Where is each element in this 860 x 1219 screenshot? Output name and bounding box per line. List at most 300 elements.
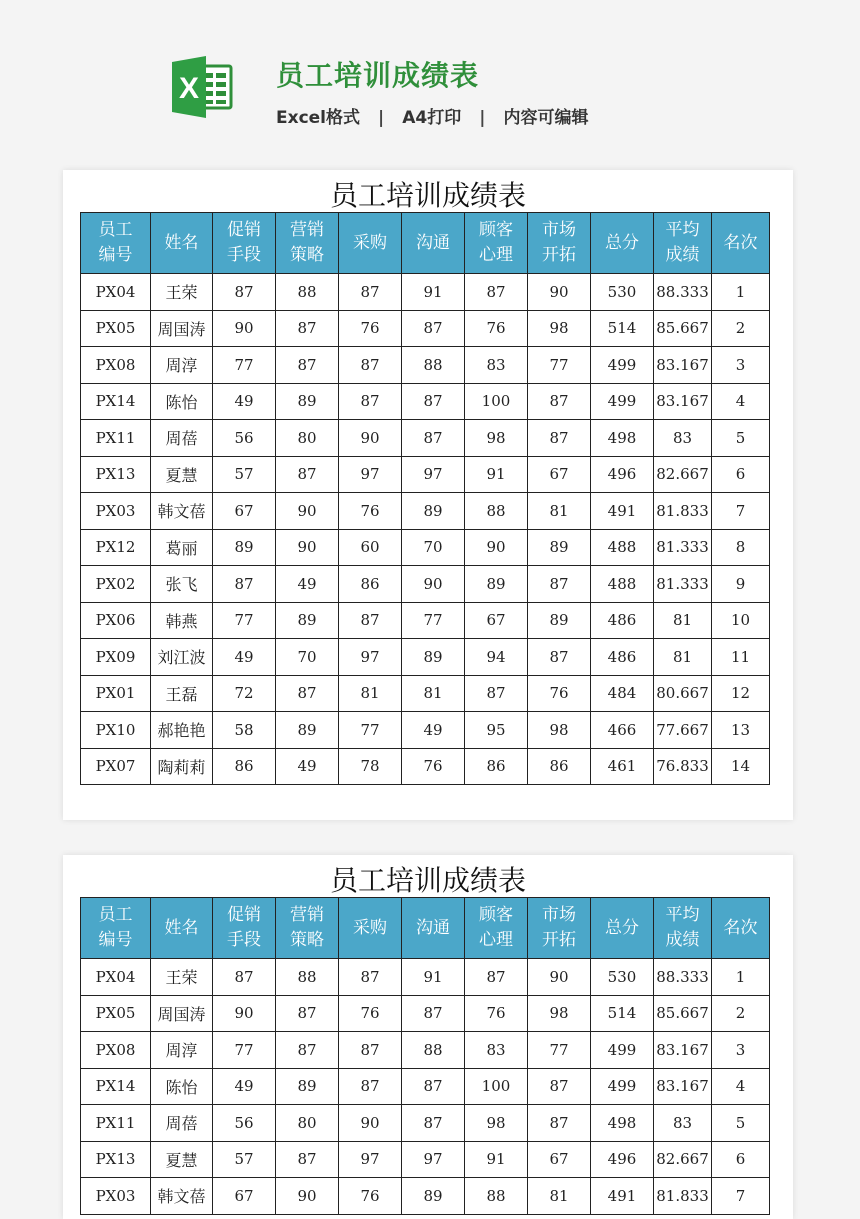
- cell-purchasing: 87: [339, 383, 402, 420]
- cell-name: 韩燕: [151, 602, 213, 639]
- table-row: [81, 1068, 770, 1105]
- cell-purchasing: 86: [339, 566, 402, 603]
- cell-customer-psychology: 83: [465, 347, 528, 384]
- cell-name: 周淳: [151, 1032, 213, 1069]
- column-header-average: [654, 898, 712, 959]
- cell-marketing: 90: [276, 1178, 339, 1215]
- cell-rank: 1: [712, 959, 770, 996]
- column-header-line: 策略: [290, 930, 324, 950]
- cell-marketing: 87: [276, 456, 339, 493]
- cell-name: 周国涛: [151, 310, 213, 347]
- edit-label: 内容可编辑: [503, 108, 589, 128]
- cell-promotion: 49: [213, 1068, 276, 1105]
- cell-rank: 7: [712, 1178, 770, 1215]
- table-row: [81, 566, 770, 603]
- cell-name: 王磊: [151, 675, 213, 712]
- cell-employee-id: PX08: [81, 1032, 151, 1069]
- column-header-line: 采购: [353, 917, 387, 938]
- cell-employee-id: PX07: [81, 748, 151, 785]
- table-row: [81, 383, 770, 420]
- cell-market-development: 77: [528, 347, 591, 384]
- cell-market-development: 87: [528, 639, 591, 676]
- column-header-line: 名次: [723, 232, 758, 253]
- cell-purchasing: 77: [339, 712, 402, 749]
- cell-marketing: 80: [276, 1105, 339, 1142]
- cell-total: 498: [591, 1105, 654, 1142]
- column-header-line: 手段: [227, 245, 261, 265]
- column-header-line: 员工: [98, 905, 133, 925]
- cell-customer-psychology: 91: [465, 456, 528, 493]
- table-row: [81, 347, 770, 384]
- cell-total: 498: [591, 420, 654, 457]
- column-header-line: 平均: [665, 905, 700, 925]
- cell-employee-id: PX04: [81, 959, 151, 996]
- cell-marketing: 89: [276, 712, 339, 749]
- column-header-line: 沟通: [416, 917, 450, 938]
- cell-average: 83.167: [654, 347, 712, 384]
- cell-name: 夏慧: [151, 1141, 213, 1178]
- cell-promotion: 58: [213, 712, 276, 749]
- cell-communication: 87: [402, 1068, 465, 1105]
- cell-promotion: 49: [213, 639, 276, 676]
- column-header-communication: [402, 213, 465, 274]
- column-header-line: 营销: [290, 905, 324, 925]
- cell-employee-id: PX03: [81, 493, 151, 530]
- cell-employee-id: PX06: [81, 602, 151, 639]
- cell-employee-id: PX14: [81, 383, 151, 420]
- cell-employee-id: PX05: [81, 310, 151, 347]
- cell-customer-psychology: 83: [465, 1032, 528, 1069]
- cell-marketing: 90: [276, 529, 339, 566]
- cell-promotion: 89: [213, 529, 276, 566]
- table-row: [81, 712, 770, 749]
- cell-customer-psychology: 95: [465, 712, 528, 749]
- cell-market-development: 87: [528, 1105, 591, 1142]
- cell-purchasing: 60: [339, 529, 402, 566]
- cell-average: 83.167: [654, 1032, 712, 1069]
- cell-communication: 89: [402, 493, 465, 530]
- cell-employee-id: PX01: [81, 675, 151, 712]
- cell-average: 83: [654, 1105, 712, 1142]
- cell-total: 499: [591, 347, 654, 384]
- cell-purchasing: 97: [339, 456, 402, 493]
- cell-purchasing: 76: [339, 310, 402, 347]
- cell-purchasing: 76: [339, 1178, 402, 1215]
- cell-purchasing: 90: [339, 420, 402, 457]
- cell-marketing: 89: [276, 1068, 339, 1105]
- column-header-line: 成绩: [665, 930, 700, 950]
- cell-rank: 5: [712, 1105, 770, 1142]
- cell-average: 83: [654, 420, 712, 457]
- cell-average: 80.667: [654, 675, 712, 712]
- document-title: 员工培训成绩表: [276, 59, 480, 92]
- cell-marketing: 87: [276, 1032, 339, 1069]
- cell-promotion: 90: [213, 310, 276, 347]
- cell-marketing: 87: [276, 675, 339, 712]
- cell-purchasing: 87: [339, 1032, 402, 1069]
- format-label: Excel格式: [276, 108, 361, 128]
- cell-average: 82.667: [654, 1141, 712, 1178]
- cell-customer-psychology: 100: [465, 1068, 528, 1105]
- cell-market-development: 98: [528, 995, 591, 1032]
- cell-name: 陶莉莉: [151, 748, 213, 785]
- cell-rank: 12: [712, 675, 770, 712]
- score-table: [80, 897, 770, 1215]
- cell-employee-id: PX05: [81, 995, 151, 1032]
- cell-purchasing: 97: [339, 639, 402, 676]
- column-header-market-development: [528, 213, 591, 274]
- cell-communication: 91: [402, 959, 465, 996]
- column-header-employee-id: [81, 898, 151, 959]
- table-row: [81, 456, 770, 493]
- cell-total: 514: [591, 310, 654, 347]
- column-header-promotion: [213, 898, 276, 959]
- column-header-average: [654, 213, 712, 274]
- cell-communication: 87: [402, 1105, 465, 1142]
- cell-marketing: 89: [276, 602, 339, 639]
- cell-communication: 90: [402, 566, 465, 603]
- column-header-line: 编号: [98, 930, 133, 950]
- cell-rank: 6: [712, 456, 770, 493]
- cell-customer-psychology: 90: [465, 529, 528, 566]
- cell-total: 491: [591, 1178, 654, 1215]
- column-header-line: 心理: [479, 930, 513, 950]
- cell-promotion: 77: [213, 602, 276, 639]
- table-title: 员工培训成绩表: [329, 864, 526, 897]
- table-row: [81, 529, 770, 566]
- document-subtitle: [276, 103, 588, 128]
- cell-market-development: 87: [528, 1068, 591, 1105]
- cell-promotion: 49: [213, 383, 276, 420]
- cell-employee-id: PX13: [81, 456, 151, 493]
- cell-average: 76.833: [654, 748, 712, 785]
- cell-rank: 2: [712, 310, 770, 347]
- table-row: [81, 602, 770, 639]
- cell-customer-psychology: 87: [465, 959, 528, 996]
- cell-marketing: 49: [276, 748, 339, 785]
- cell-name: 韩文蓓: [151, 493, 213, 530]
- cell-rank: 4: [712, 1068, 770, 1105]
- cell-communication: 70: [402, 529, 465, 566]
- cell-marketing: 87: [276, 1141, 339, 1178]
- cell-average: 81.833: [654, 493, 712, 530]
- table-row: [81, 310, 770, 347]
- column-header-line: 成绩: [665, 245, 700, 265]
- column-header-line: 市场: [542, 905, 576, 925]
- cell-promotion: 77: [213, 347, 276, 384]
- cell-market-development: 98: [528, 310, 591, 347]
- cell-customer-psychology: 89: [465, 566, 528, 603]
- cell-average: 82.667: [654, 456, 712, 493]
- cell-marketing: 88: [276, 274, 339, 311]
- cell-rank: 2: [712, 995, 770, 1032]
- cell-market-development: 67: [528, 456, 591, 493]
- column-header-rank: [712, 213, 770, 274]
- cell-average: 81: [654, 602, 712, 639]
- cell-communication: 91: [402, 274, 465, 311]
- cell-marketing: 87: [276, 995, 339, 1032]
- cell-purchasing: 87: [339, 1068, 402, 1105]
- cell-total: 488: [591, 566, 654, 603]
- cell-promotion: 57: [213, 456, 276, 493]
- cell-communication: 77: [402, 602, 465, 639]
- column-header-line: 员工: [98, 220, 133, 240]
- column-header-line: 市场: [542, 220, 576, 240]
- cell-communication: 81: [402, 675, 465, 712]
- cell-market-development: 76: [528, 675, 591, 712]
- cell-market-development: 87: [528, 566, 591, 603]
- column-header-customer-psychology: [465, 213, 528, 274]
- cell-market-development: 81: [528, 493, 591, 530]
- column-header-line: 顾客: [479, 220, 513, 240]
- table-row: [81, 274, 770, 311]
- cell-average: 81.833: [654, 1178, 712, 1215]
- cell-communication: 49: [402, 712, 465, 749]
- cell-rank: 1: [712, 274, 770, 311]
- page-header: [0, 0, 860, 150]
- cell-communication: 87: [402, 420, 465, 457]
- column-header-promotion: [213, 213, 276, 274]
- cell-name: 周国涛: [151, 995, 213, 1032]
- cell-customer-psychology: 67: [465, 602, 528, 639]
- column-header-line: 心理: [479, 245, 513, 265]
- column-header-market-development: [528, 898, 591, 959]
- column-header-line: 总分: [605, 232, 639, 253]
- cell-marketing: 80: [276, 420, 339, 457]
- cell-customer-psychology: 87: [465, 274, 528, 311]
- cell-purchasing: 97: [339, 1141, 402, 1178]
- cell-customer-psychology: 98: [465, 1105, 528, 1142]
- cell-communication: 87: [402, 310, 465, 347]
- table-row: [81, 959, 770, 996]
- cell-purchasing: 78: [339, 748, 402, 785]
- column-header-line: 编号: [98, 245, 133, 265]
- cell-market-development: 87: [528, 420, 591, 457]
- cell-name: 郝艳艳: [151, 712, 213, 749]
- cell-name: 王荣: [151, 959, 213, 996]
- table-row: [81, 1141, 770, 1178]
- cell-rank: 11: [712, 639, 770, 676]
- cell-total: 530: [591, 959, 654, 996]
- separator: |: [378, 108, 385, 128]
- table-row: [81, 1178, 770, 1215]
- cell-customer-psychology: 76: [465, 310, 528, 347]
- cell-average: 81.333: [654, 529, 712, 566]
- cell-communication: 87: [402, 383, 465, 420]
- cell-employee-id: PX02: [81, 566, 151, 603]
- cell-marketing: 87: [276, 347, 339, 384]
- column-header-line: 开拓: [542, 245, 576, 265]
- column-header-line: 姓名: [164, 917, 199, 938]
- cell-promotion: 87: [213, 959, 276, 996]
- cell-market-development: 90: [528, 274, 591, 311]
- cell-rank: 6: [712, 1141, 770, 1178]
- column-header-line: 促销: [227, 905, 261, 925]
- cell-communication: 76: [402, 748, 465, 785]
- cell-name: 葛丽: [151, 529, 213, 566]
- cell-rank: 3: [712, 347, 770, 384]
- cell-total: 514: [591, 995, 654, 1032]
- column-header-line: 平均: [665, 220, 700, 240]
- table-row: [81, 675, 770, 712]
- cell-employee-id: PX14: [81, 1068, 151, 1105]
- cell-name: 周淳: [151, 347, 213, 384]
- cell-market-development: 90: [528, 959, 591, 996]
- cell-rank: 9: [712, 566, 770, 603]
- cell-customer-psychology: 86: [465, 748, 528, 785]
- column-header-line: 姓名: [164, 232, 199, 253]
- column-header-line: 顾客: [479, 905, 513, 925]
- cell-market-development: 86: [528, 748, 591, 785]
- sheet-preview-full: [63, 170, 793, 820]
- cell-promotion: 87: [213, 274, 276, 311]
- cell-rank: 7: [712, 493, 770, 530]
- cell-total: 499: [591, 383, 654, 420]
- cell-marketing: 87: [276, 310, 339, 347]
- cell-communication: 87: [402, 995, 465, 1032]
- cell-promotion: 56: [213, 1105, 276, 1142]
- cell-rank: 13: [712, 712, 770, 749]
- column-header-purchasing: [339, 898, 402, 959]
- cell-total: 486: [591, 639, 654, 676]
- column-header-total: [591, 898, 654, 959]
- cell-communication: 89: [402, 1178, 465, 1215]
- cell-average: 81: [654, 639, 712, 676]
- cell-purchasing: 87: [339, 274, 402, 311]
- table-header-row: [81, 213, 770, 274]
- cell-employee-id: PX10: [81, 712, 151, 749]
- cell-rank: 5: [712, 420, 770, 457]
- column-header-rank: [712, 898, 770, 959]
- cell-customer-psychology: 76: [465, 995, 528, 1032]
- cell-name: 刘江波: [151, 639, 213, 676]
- cell-employee-id: PX03: [81, 1178, 151, 1215]
- cell-name: 陈怡: [151, 383, 213, 420]
- column-header-line: 名次: [723, 917, 758, 938]
- score-table: [80, 212, 770, 785]
- column-header-line: 促销: [227, 220, 261, 240]
- sheet-preview-cropped: [63, 855, 793, 1219]
- table-row: [81, 1105, 770, 1142]
- cell-name: 周蓓: [151, 1105, 213, 1142]
- column-header-customer-psychology: [465, 898, 528, 959]
- table-row: [81, 493, 770, 530]
- cell-total: 499: [591, 1032, 654, 1069]
- column-header-line: 沟通: [416, 232, 450, 253]
- cell-marketing: 49: [276, 566, 339, 603]
- cell-name: 周蓓: [151, 420, 213, 457]
- table-row: [81, 1032, 770, 1069]
- cell-average: 83.167: [654, 383, 712, 420]
- cell-total: 461: [591, 748, 654, 785]
- cell-average: 77.667: [654, 712, 712, 749]
- cell-customer-psychology: 88: [465, 493, 528, 530]
- cell-customer-psychology: 100: [465, 383, 528, 420]
- cell-market-development: 67: [528, 1141, 591, 1178]
- cell-total: 496: [591, 456, 654, 493]
- column-header-purchasing: [339, 213, 402, 274]
- cell-communication: 97: [402, 456, 465, 493]
- cell-rank: 8: [712, 529, 770, 566]
- column-header-line: 采购: [353, 232, 387, 253]
- cell-promotion: 87: [213, 566, 276, 603]
- cell-employee-id: PX11: [81, 1105, 151, 1142]
- column-header-name: [151, 213, 213, 274]
- cell-name: 夏慧: [151, 456, 213, 493]
- cell-total: 486: [591, 602, 654, 639]
- table-row: [81, 420, 770, 457]
- table-header-row: [81, 898, 770, 959]
- cell-customer-psychology: 88: [465, 1178, 528, 1215]
- cell-total: 496: [591, 1141, 654, 1178]
- cell-total: 499: [591, 1068, 654, 1105]
- cell-rank: 10: [712, 602, 770, 639]
- cell-marketing: 90: [276, 493, 339, 530]
- column-header-line: 策略: [290, 245, 324, 265]
- cell-total: 491: [591, 493, 654, 530]
- column-header-line: 手段: [227, 930, 261, 950]
- column-header-marketing: [276, 898, 339, 959]
- cell-market-development: 87: [528, 383, 591, 420]
- cell-promotion: 86: [213, 748, 276, 785]
- cell-market-development: 89: [528, 602, 591, 639]
- cell-market-development: 77: [528, 1032, 591, 1069]
- table-title: 员工培训成绩表: [329, 179, 526, 212]
- cell-purchasing: 76: [339, 493, 402, 530]
- cell-communication: 88: [402, 347, 465, 384]
- cell-purchasing: 76: [339, 995, 402, 1032]
- cell-employee-id: PX12: [81, 529, 151, 566]
- cell-promotion: 67: [213, 1178, 276, 1215]
- cell-customer-psychology: 98: [465, 420, 528, 457]
- table-row: [81, 639, 770, 676]
- table-row: [81, 995, 770, 1032]
- cell-employee-id: PX04: [81, 274, 151, 311]
- cell-communication: 89: [402, 639, 465, 676]
- cell-marketing: 88: [276, 959, 339, 996]
- cell-customer-psychology: 94: [465, 639, 528, 676]
- cell-purchasing: 87: [339, 959, 402, 996]
- cell-promotion: 77: [213, 1032, 276, 1069]
- cell-employee-id: PX11: [81, 420, 151, 457]
- column-header-marketing: [276, 213, 339, 274]
- cell-name: 韩文蓓: [151, 1178, 213, 1215]
- cell-total: 484: [591, 675, 654, 712]
- cell-promotion: 57: [213, 1141, 276, 1178]
- cell-promotion: 72: [213, 675, 276, 712]
- cell-customer-psychology: 91: [465, 1141, 528, 1178]
- cell-employee-id: PX09: [81, 639, 151, 676]
- cell-rank: 4: [712, 383, 770, 420]
- cell-marketing: 89: [276, 383, 339, 420]
- table-row: [81, 748, 770, 785]
- cell-market-development: 81: [528, 1178, 591, 1215]
- cell-average: 88.333: [654, 959, 712, 996]
- cell-communication: 88: [402, 1032, 465, 1069]
- cell-name: 张飞: [151, 566, 213, 603]
- cell-purchasing: 81: [339, 675, 402, 712]
- column-header-name: [151, 898, 213, 959]
- logo-letter: X: [178, 72, 200, 105]
- cell-market-development: 98: [528, 712, 591, 749]
- cell-name: 王荣: [151, 274, 213, 311]
- column-header-line: 总分: [605, 917, 639, 938]
- cell-marketing: 70: [276, 639, 339, 676]
- cell-promotion: 90: [213, 995, 276, 1032]
- cell-purchasing: 87: [339, 347, 402, 384]
- column-header-line: 开拓: [542, 930, 576, 950]
- cell-rank: 3: [712, 1032, 770, 1069]
